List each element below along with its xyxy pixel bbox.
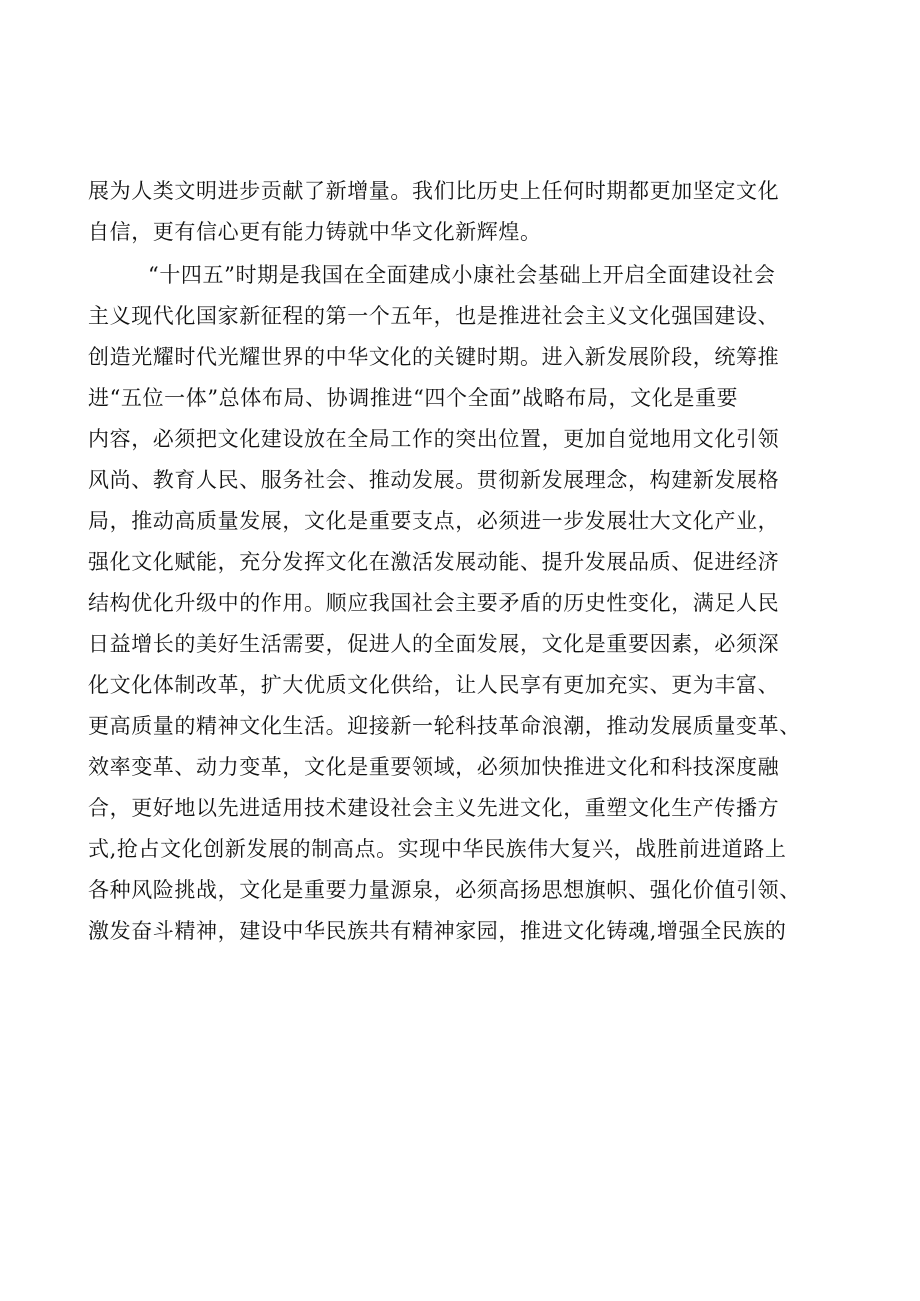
text-line: 局，推动高质量发展，文化是重要支点，必须进一步发展壮大文化产业， [88,509,780,533]
text-line: 强化文化赋能，充分发挥文化在激活发展动能、提升发展品质、促进经济 [88,550,780,574]
text-line: 日益增长的美好生活需要，促进人的全面发展，文化是重要因素，必须深 [88,632,780,656]
text-line: 合，更好地以先进适用技术建设社会主义先进文化，重塑文化生产传播方 [88,796,780,820]
text-line: 内容，必须把文化建设放在全局工作的突出位置，更加自觉地用文化引领 [88,427,780,451]
text-line: 更高质量的精神文化生活。迎接新一轮科技革命浪潮，推动发展质量变革、 [88,714,801,738]
text-line: 进“五位一体”总体布局、协调推进“四个全面”战略布局，文化是重要 [88,386,739,410]
text-line: 风尚、教育人民、服务社会、推动发展。贯彻新发展理念，构建新发展格 [88,468,780,492]
text-line: 创造光耀时代光耀世界的中华文化的关键时期。进入新发展阶段，统筹推 [88,345,780,369]
text-line: 效率变革、动力变革，文化是重要领域，必须加快推进文化和科技深度融 [88,755,780,779]
text-line: 化文化体制改革，扩大优质文化供给，让人民享有更加充实、更为丰富、 [88,673,780,697]
text-line: 展为人类文明进步贡献了新增量。我们比历史上任何时期都更加坚定文化 [88,179,780,203]
text-line: 激发奋斗精神，建设中华民族共有精神家园，推进文化铸魂,增强全民族的 [88,919,787,943]
text-line: 式,抢占文化创新发展的制高点。实现中华民族伟大复兴，战胜前进道路上 [88,837,787,861]
text-line: 结构优化升级中的作用。顺应我国社会主要矛盾的历史性变化，满足人民 [88,591,780,615]
text-line: 自信，更有信心更有能力铸就中华文化新辉煌。 [88,220,542,244]
text-line: 各种风险挑战，文化是重要力量源泉，必须高扬思想旗帜、强化价值引领、 [88,878,801,902]
body-text [88,171,848,952]
text-line: 主义现代化国家新征程的第一个五年，也是推进社会主义文化强国建设、 [88,304,780,328]
paragraph-first-line: “十四五”时期是我国在全面建成小康社会基础上开启全面建设社会 [148,263,776,287]
